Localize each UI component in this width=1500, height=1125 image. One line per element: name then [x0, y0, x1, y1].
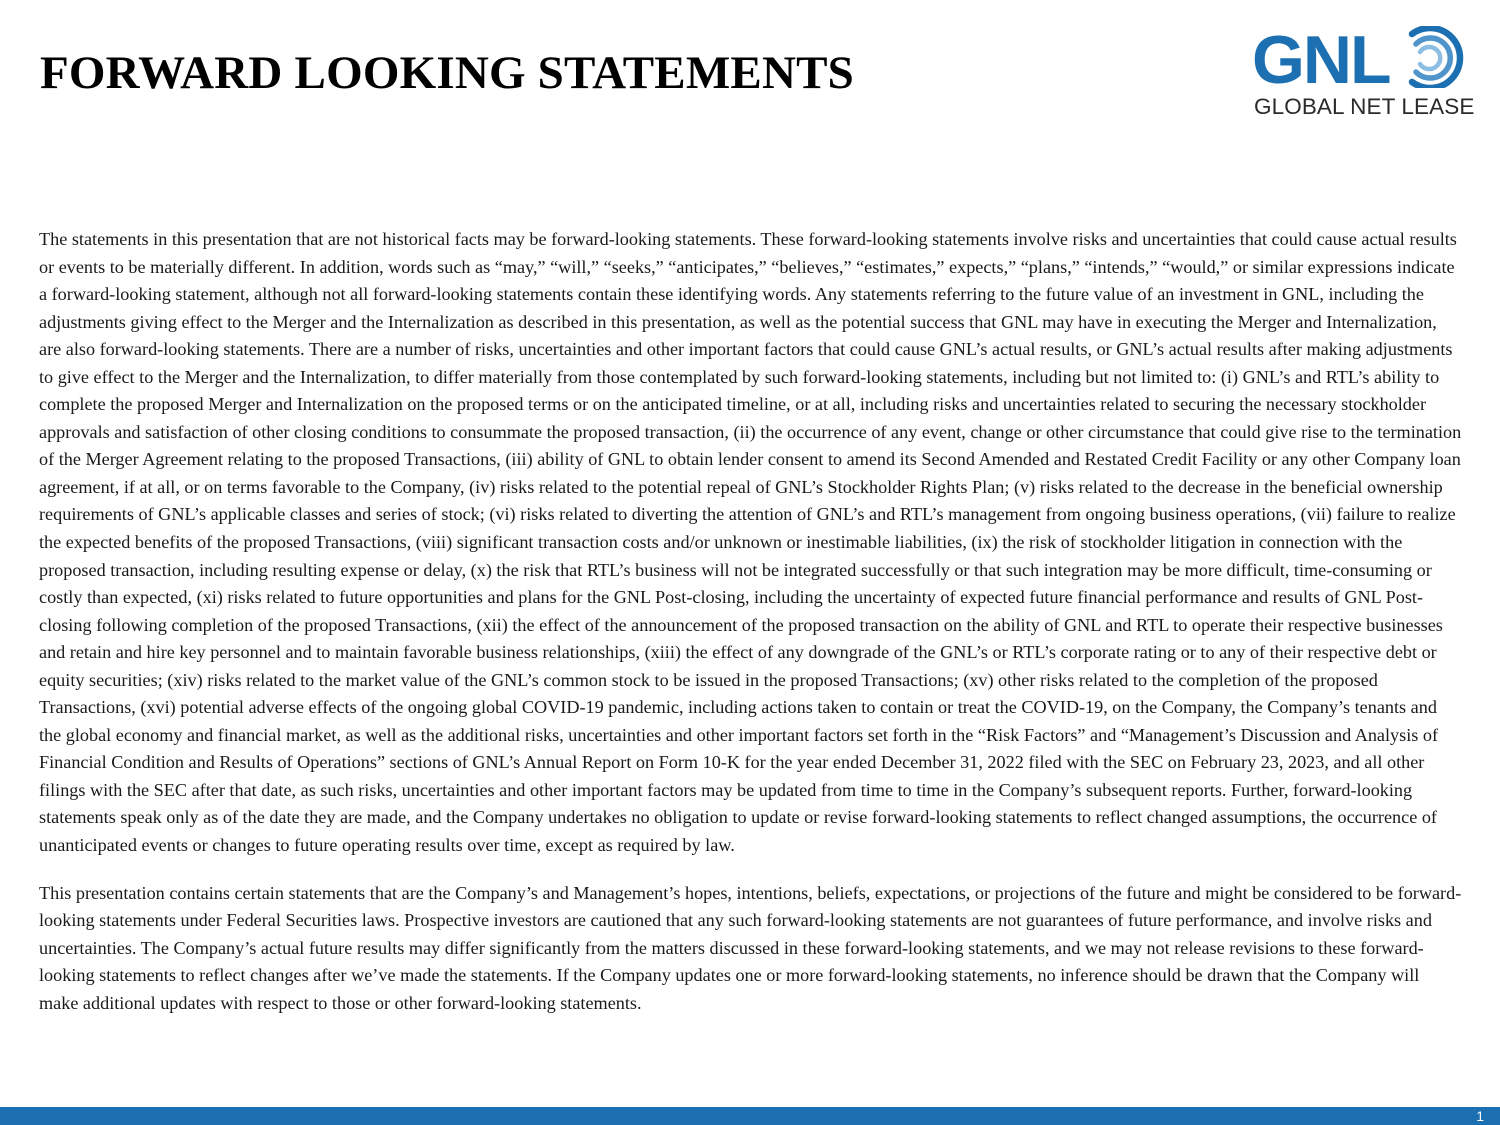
disclaimer-paragraph-2: This presentation contains certain statements that are the Company’s and Management’s hopes, intentions, beliefs, expectations, or projections of the future and might be considered to be forward-looking statements under Federal Securities laws. Prospective investors are cautioned that any such forward-looking statements are not guarantees of future performance, and involve risks and uncertainties. The Company’s actual future results may differ significantly from the matters discussed in these forward-looking statements, and we may not release revisions to these forward-looking statements to reflect changes after we’ve made the statements. If the Company updates one or more forward-looking statements, no inference should be drawn that the Company will make additional updates with respect to those or other forward-looking statements. [39, 882, 1462, 1013]
disclaimer-body [39, 226, 1463, 1017]
company-logo [1252, 22, 1475, 122]
logo-company-name: GLOBAL NET LEASE [1254, 94, 1475, 119]
disclaimer-paragraph-1: The statements in this presentation that are not historical facts may be forward-looking statements. These forward-looking statements involve risks and uncertainties that could cause actual results or events to be materially different. In addition, words such as “may,” “will,” “seeks,” “anticipates,” “believes,” “estimates,” expects,” “plans,” “intends,” “would,” or similar expressions indicate a forward-looking statement, although not all forward-looking statements contain these identifying words. Any statements referring to the future value of an investment in GNL, including the adjustments giving effect to the Merger and the Internalization as described in this presentation, as well as the potential success that GNL may have in executing the Merger and Internalization, are also forward-looking statements. There are a number of risks, uncertainties and other important factors that could cause GNL’s actual results, or GNL’s actual results after making adjustments to give effect to the Merger and the Internalization, to differ materially from those contemplated by such forward-looking statements, including but not limited to: (i) GNL’s and RTL’s ability to complete the proposed Merger and Internalization on the proposed terms or on the anticipated timeline, or at all, including risks and uncertainties related to securing the necessary stockholder approvals and satisfaction of other closing conditions to consummate the proposed transaction, (ii) the occurrence of any event, change or other circumstance that could give rise to the termination of the Merger Agreement relating to the proposed Transactions, (iii) ability of GNL to obtain lender consent to amend its Second Amended and Restated Credit Facility or any other Company loan agreement, if at all, or on terms favorable to the Company, (iv) risks related to the potential repeal of GNL’s Stockholder Rights Plan; (v) risks related to the decrease in the beneficial ownership requirements of GNL’s applicable classes and series of stock; (vi) risks related to diverting the attention of GNL’s and RTL’s management from ongoing business operations, (vii) failure to realize the expected benefits of the proposed Transactions, (viii) significant transaction costs and/or unknown or inestimable liabilities, (ix) the risk of stockholder litigation in connection with the proposed transaction, including resulting expense or delay, (x) the risk that RTL’s business will not be integrated successfully or that such integration may be more difficult, time-consuming or costly than expected, (xi) risks related to future opportunities and plans for the GNL Post-closing, including the uncertainty of expected future financial performance and results of GNL Post-closing following completion of the proposed Transactions, (xii) the effect of the announcement of the proposed transaction on the ability of GNL and RTL to operate their respective businesses and retain and hire key personnel and to maintain favorable business relationships, (xiii) the effect of any downgrade of the GNL’s or RTL’s corporate rating or to any of their respective debt or equity securities; (xiv) risks related to the market value of the GNL’s common stock to be issued in the proposed Transactions; (xv) other risks related to the completion of the proposed Transactions, (xvi) potential adverse effects of the ongoing global COVID-19 pandemic, including actions taken to contain or treat the COVID-19, on the Company, the Company’s tenants and the global economy and financial market, as well as the additional risks, uncertainties and other important factors set forth in the “Risk Factors” and “Management’s Discussion and Analysis of Financial Condition and Results of Operations” sections of GNL’s Annual Report on Form 10-K for the year ended December 31, 2022 filed with the SEC on February 23, 2023, and all other filings with the SEC after that date, as such risks, uncertainties and other important factors may be updated from time to time in the Company’s subsequent reports. Further, forward-looking statements speak only as of the date they are made, and the Company undertakes no obligation to update or revise forward-looking statements to reflect changed assumptions, the occurrence of unanticipated events or changes to future operating results over time, except as required by law. [39, 229, 1462, 856]
page-number: 1 [1476, 1108, 1484, 1124]
footer-bar [0, 1107, 1500, 1125]
logo-wordmark: GNL [1252, 22, 1390, 98]
page-title: FORWARD LOOKING STATEMENTS [40, 47, 854, 99]
logo-swoosh-icon [1402, 26, 1464, 88]
